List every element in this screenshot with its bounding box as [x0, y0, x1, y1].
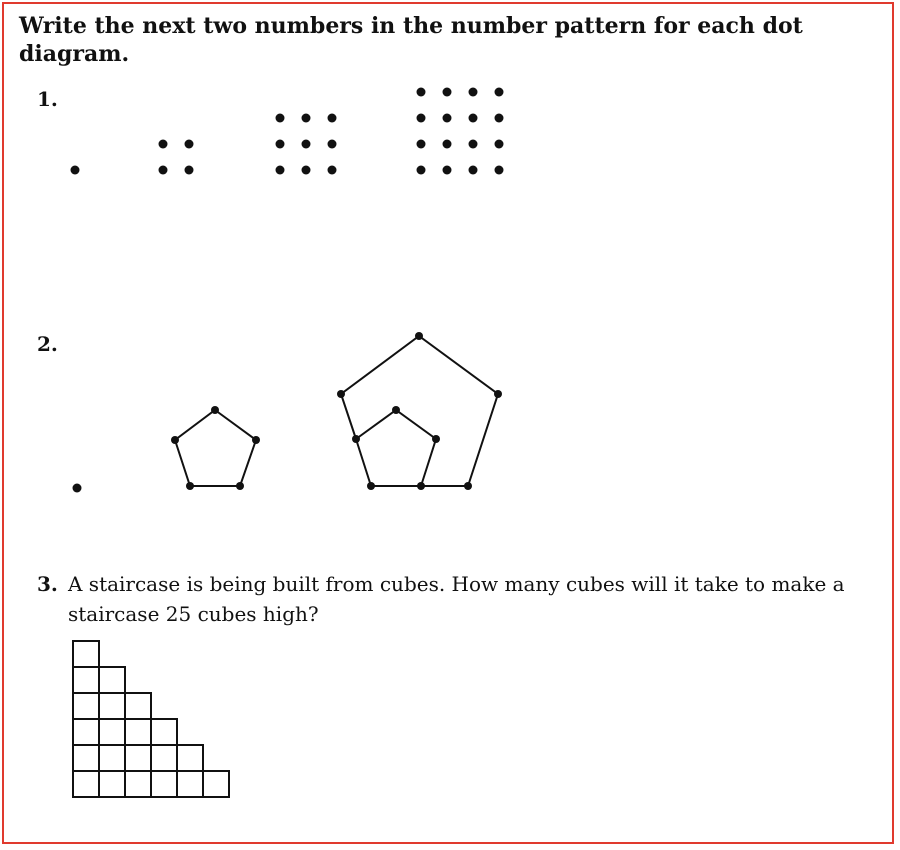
staircase-cube: [99, 745, 125, 771]
instruction-text: Write the next two numbers in the number pattern for each dot diagram.: [19, 13, 803, 67]
staircase-cube: [73, 771, 99, 797]
staircase-cube: [151, 771, 177, 797]
staircase-cube: [177, 771, 203, 797]
staircase-cube: [99, 693, 125, 719]
question-1-number: 1.: [37, 87, 58, 111]
staircase-cube: [73, 719, 99, 745]
staircase-cube: [73, 641, 99, 667]
staircase-cube: [151, 745, 177, 771]
staircase-cube: [73, 667, 99, 693]
question-3-text: A staircase is being built from cubes. How many cubes will it take to make a staircase 25 cubes high?: [68, 572, 845, 626]
staircase-cube: [73, 693, 99, 719]
staircase-cube: [125, 693, 151, 719]
staircase-cube: [177, 745, 203, 771]
staircase-cube: [99, 667, 125, 693]
staircase-cube: [99, 771, 125, 797]
question-2-number: 2.: [37, 332, 58, 356]
staircase-cube: [125, 771, 151, 797]
staircase-cube: [151, 719, 177, 745]
staircase-cube: [203, 771, 229, 797]
staircase-cube: [125, 745, 151, 771]
staircase-cube: [73, 745, 99, 771]
question-3-number: 3.: [37, 572, 58, 596]
staircase-cube: [99, 719, 125, 745]
staircase-cube: [125, 719, 151, 745]
